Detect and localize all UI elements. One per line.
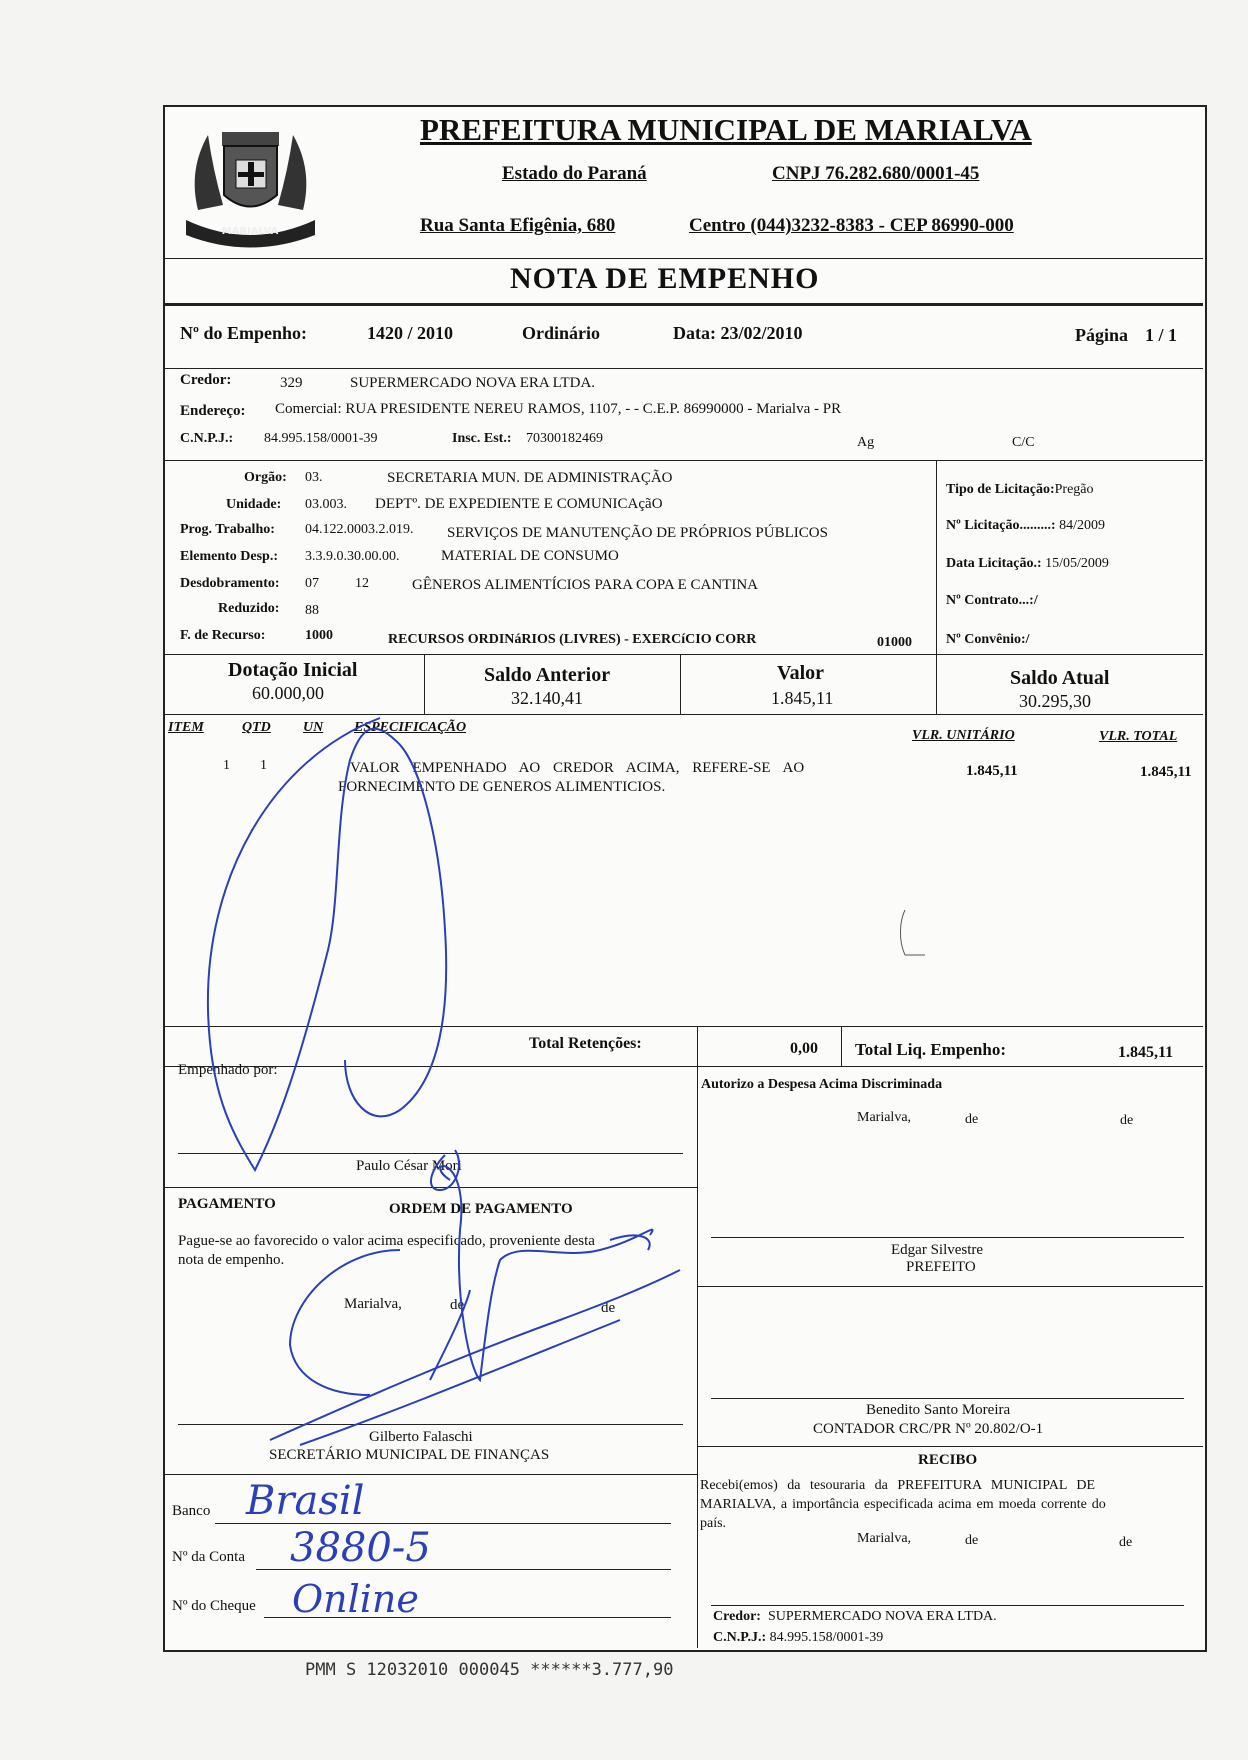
credor-name: SUPERMERCADO NOVA ERA LTDA. bbox=[350, 375, 596, 391]
pague-text-line1: Pague-se ao favorecido o valor acima especificado, proveniente desta bbox=[178, 1233, 595, 1249]
svg-text:MARIALVA: MARIALVA bbox=[221, 226, 279, 237]
district-phone: Centro (044)3232-8383 - CEP 86990-000 bbox=[689, 215, 1014, 236]
secretario-title: SECRETÁRIO MUNICIPAL DE FINANÇAS bbox=[269, 1447, 550, 1463]
recibo-line3: país. bbox=[700, 1516, 727, 1531]
signature-line bbox=[178, 1153, 683, 1154]
recibo-title: RECIBO bbox=[918, 1452, 978, 1468]
saldo-anterior-value: 32.140,41 bbox=[511, 688, 583, 708]
header-un: UN bbox=[303, 720, 324, 735]
recibo-cnpj: C.N.P.J.: 84.995.158/0001-39 bbox=[713, 1630, 884, 1645]
divider bbox=[697, 1446, 1203, 1447]
desdobramento-code2: 12 bbox=[355, 576, 369, 591]
orgao-name: SECRETARIA MUN. DE ADMINISTRAÇÃO bbox=[387, 470, 673, 486]
prog-code: 04.122.0003.2.019. bbox=[305, 522, 414, 537]
table-row-item: 1 bbox=[223, 758, 230, 773]
table-row-vlr-total: 1.845,11 bbox=[1140, 764, 1192, 780]
table-row-vlr-unit: 1.845,11 bbox=[966, 763, 1018, 779]
fonte-label: F. de Recurso: bbox=[180, 628, 266, 643]
unidade-name: DEPTº. DE EXPEDIENTE E COMUNICAçãO bbox=[375, 496, 663, 512]
autorizo-label: Autorizo a Despesa Acima Discriminada bbox=[701, 1077, 943, 1092]
table-row-desc-line1: VALOR EMPENHADO AO CREDOR ACIMA, REFERE-SE AO bbox=[350, 760, 805, 776]
insc-label: Insc. Est.: bbox=[452, 431, 512, 446]
unidade-label: Unidade: bbox=[226, 497, 282, 512]
signature-line bbox=[178, 1424, 683, 1425]
prefeito-title: PREFEITO bbox=[906, 1259, 976, 1275]
autorizo-city: Marialva, bbox=[857, 1110, 912, 1125]
divider bbox=[163, 368, 1203, 369]
fonte-name: RECURSOS ORDINáRIOS (LIVRES) - EXERCíCIO CORR bbox=[388, 632, 757, 647]
empenho-date: Data: 23/02/2010 bbox=[673, 323, 803, 343]
recibo-city: Marialva, bbox=[857, 1531, 912, 1546]
doc-title: NOTA DE EMPENHO bbox=[510, 262, 820, 295]
cnpj-header: CNPJ 76.282.680/0001-45 bbox=[772, 163, 980, 184]
empenho-type: Ordinário bbox=[522, 323, 601, 343]
divider bbox=[163, 714, 1203, 715]
divider bbox=[936, 460, 937, 654]
pagamento-label: PAGAMENTO bbox=[178, 1196, 276, 1212]
divider bbox=[163, 258, 1203, 259]
contador-title: CONTADOR CRC/PR Nº 20.802/O-1 bbox=[813, 1421, 1044, 1437]
divider bbox=[697, 1286, 1203, 1287]
total-liquido-value: 1.845,11 bbox=[1118, 1044, 1174, 1061]
header-vlr-unitario: VLR. UNITÁRIO bbox=[912, 728, 1015, 743]
valor-label: Valor bbox=[777, 662, 825, 684]
autorizo-de2: de bbox=[1120, 1113, 1134, 1128]
recibo-credor: Credor: SUPERMERCADO NOVA ERA LTDA. bbox=[713, 1609, 997, 1624]
divider bbox=[697, 1026, 698, 1066]
elemento-label: Elemento Desp.: bbox=[180, 549, 278, 564]
agency-label: Ag bbox=[857, 435, 875, 450]
credor-cnpj: 84.995.158/0001-39 bbox=[264, 431, 378, 446]
empenho-number-label: Nº do Empenho: bbox=[180, 323, 307, 343]
divider bbox=[697, 1066, 698, 1648]
convenio-number: Nº Convênio:/ bbox=[946, 632, 1030, 647]
divider bbox=[163, 1474, 697, 1475]
total-liquido-label: Total Liq. Empenho: bbox=[855, 1040, 1006, 1059]
municipal-crest bbox=[178, 110, 323, 255]
divider bbox=[163, 654, 1203, 655]
signature-line bbox=[711, 1398, 1184, 1399]
credor-code: 329 bbox=[280, 375, 303, 391]
prog-label: Prog. Trabalho: bbox=[180, 522, 275, 537]
divider bbox=[163, 460, 1203, 461]
table-row-desc-line2: FORNECIMENTO DE GENEROS ALIMENTICIOS. bbox=[338, 779, 666, 795]
ordem-pagamento-label: ORDEM DE PAGAMENTO bbox=[389, 1201, 573, 1217]
divider bbox=[936, 654, 937, 714]
total-retencoes-value: 0,00 bbox=[790, 1040, 818, 1057]
empenhado-name: Paulo César Mori bbox=[356, 1158, 462, 1174]
cheque-label: Nº do Cheque bbox=[172, 1598, 256, 1614]
conta-handwritten: 3880-5 bbox=[290, 1525, 431, 1571]
fonte-number: 01000 bbox=[877, 635, 912, 650]
dotacao-value: 60.000,00 bbox=[252, 683, 324, 703]
saldo-atual-label: Saldo Atual bbox=[1010, 667, 1110, 689]
divider bbox=[680, 654, 681, 714]
recibo-de2: de bbox=[1119, 1535, 1133, 1550]
header-item: ITEM bbox=[168, 720, 204, 735]
signature-line bbox=[711, 1605, 1184, 1606]
orgao-code: 03. bbox=[305, 470, 323, 485]
account-label: C/C bbox=[1012, 435, 1035, 450]
pagamento-de2: de bbox=[601, 1300, 616, 1316]
divider bbox=[163, 1026, 1203, 1027]
credor-address: Comercial: RUA PRESIDENTE NEREU RAMOS, 1107, - - C.E.P. 86990000 - Marialva - PR bbox=[275, 401, 842, 417]
licitacao-tipo: Tipo de Licitação:Pregão bbox=[946, 482, 1094, 497]
signature-line bbox=[711, 1237, 1184, 1238]
divider bbox=[424, 654, 425, 714]
header-qtd: QTD bbox=[242, 720, 271, 735]
payment-stamp: PMM S 12032010 000045 ******3.777,90 bbox=[305, 1660, 674, 1680]
prog-name: SERVIÇOS DE MANUTENÇÃO DE PRÓPRIOS PÚBLICOS bbox=[447, 525, 828, 541]
divider bbox=[841, 1026, 842, 1066]
valor-value: 1.845,11 bbox=[771, 688, 834, 708]
cheque-handwritten: Online bbox=[292, 1577, 419, 1621]
desdobramento-label: Desdobramento: bbox=[180, 576, 280, 591]
pague-text-line2: nota de empenho. bbox=[178, 1252, 285, 1268]
recibo-line2: MARIALVA, a importância especificada acima em moeda corrente do bbox=[700, 1497, 1106, 1512]
city-title: PREFEITURA MUNICIPAL DE MARIALVA bbox=[420, 112, 1032, 147]
reduzido-label: Reduzido: bbox=[218, 601, 280, 616]
total-retencoes-label: Total Retenções: bbox=[529, 1035, 642, 1052]
insc-value: 70300182469 bbox=[526, 431, 603, 446]
saldo-atual-value: 30.295,30 bbox=[1019, 691, 1091, 711]
divider bbox=[163, 303, 1203, 306]
conta-label: Nº da Conta bbox=[172, 1549, 245, 1565]
elemento-code: 3.3.9.0.30.00.00. bbox=[305, 549, 400, 564]
desdobramento-name: GÊNEROS ALIMENTÍCIOS PARA COPA E CANTINA bbox=[412, 577, 759, 593]
recibo-de1: de bbox=[965, 1533, 979, 1548]
licitacao-number: Nº Licitação.........: 84/2009 bbox=[946, 518, 1105, 533]
fonte-code: 1000 bbox=[305, 628, 333, 643]
orgao-label: Orgão: bbox=[244, 470, 287, 485]
address-label: Endereço: bbox=[180, 403, 246, 419]
credor-cnpj-label: C.N.P.J.: bbox=[180, 431, 234, 446]
reduzido-value: 88 bbox=[305, 603, 319, 618]
desdobramento-code1: 07 bbox=[305, 576, 319, 591]
empenhado-por-label: Empenhado por: bbox=[178, 1062, 278, 1078]
pagamento-city: Marialva, bbox=[344, 1296, 402, 1312]
credor-label: Credor: bbox=[180, 372, 232, 388]
divider bbox=[163, 1066, 1203, 1067]
state-name: Estado do Paraná bbox=[502, 163, 647, 184]
header-vlr-total: VLR. TOTAL bbox=[1099, 729, 1178, 744]
dotacao-label: Dotação Inicial bbox=[228, 659, 358, 681]
banco-label: Banco bbox=[172, 1503, 211, 1519]
header-especificacao: ESPECIFICAÇÃO bbox=[354, 720, 467, 735]
saldo-anterior-label: Saldo Anterior bbox=[484, 664, 611, 686]
divider bbox=[163, 1187, 697, 1188]
elemento-name: MATERIAL DE CONSUMO bbox=[441, 548, 619, 564]
licitacao-date: Data Licitação.: 15/05/2009 bbox=[946, 556, 1109, 571]
page-number: 1 / 1 bbox=[1145, 325, 1178, 345]
unidade-code: 03.003. bbox=[305, 497, 347, 512]
page-label: Página bbox=[1075, 325, 1129, 345]
secretario-name: Gilberto Falaschi bbox=[369, 1429, 473, 1445]
street-address: Rua Santa Efigênia, 680 bbox=[420, 215, 616, 236]
contador-name: Benedito Santo Moreira bbox=[866, 1402, 1011, 1418]
contrato-number: Nº Contrato...:/ bbox=[946, 593, 1038, 608]
pagamento-de1: de bbox=[450, 1297, 465, 1313]
recibo-line1: Recebi(emos) da tesouraria da PREFEITURA MUNICIPAL DE bbox=[700, 1478, 1096, 1493]
prefeito-name: Edgar Silvestre bbox=[891, 1242, 984, 1258]
empenho-number: 1420 / 2010 bbox=[367, 323, 454, 343]
autorizo-de1: de bbox=[965, 1112, 979, 1127]
table-row-qtd: 1 bbox=[260, 758, 267, 773]
banco-handwritten: Brasil bbox=[246, 1478, 365, 1524]
